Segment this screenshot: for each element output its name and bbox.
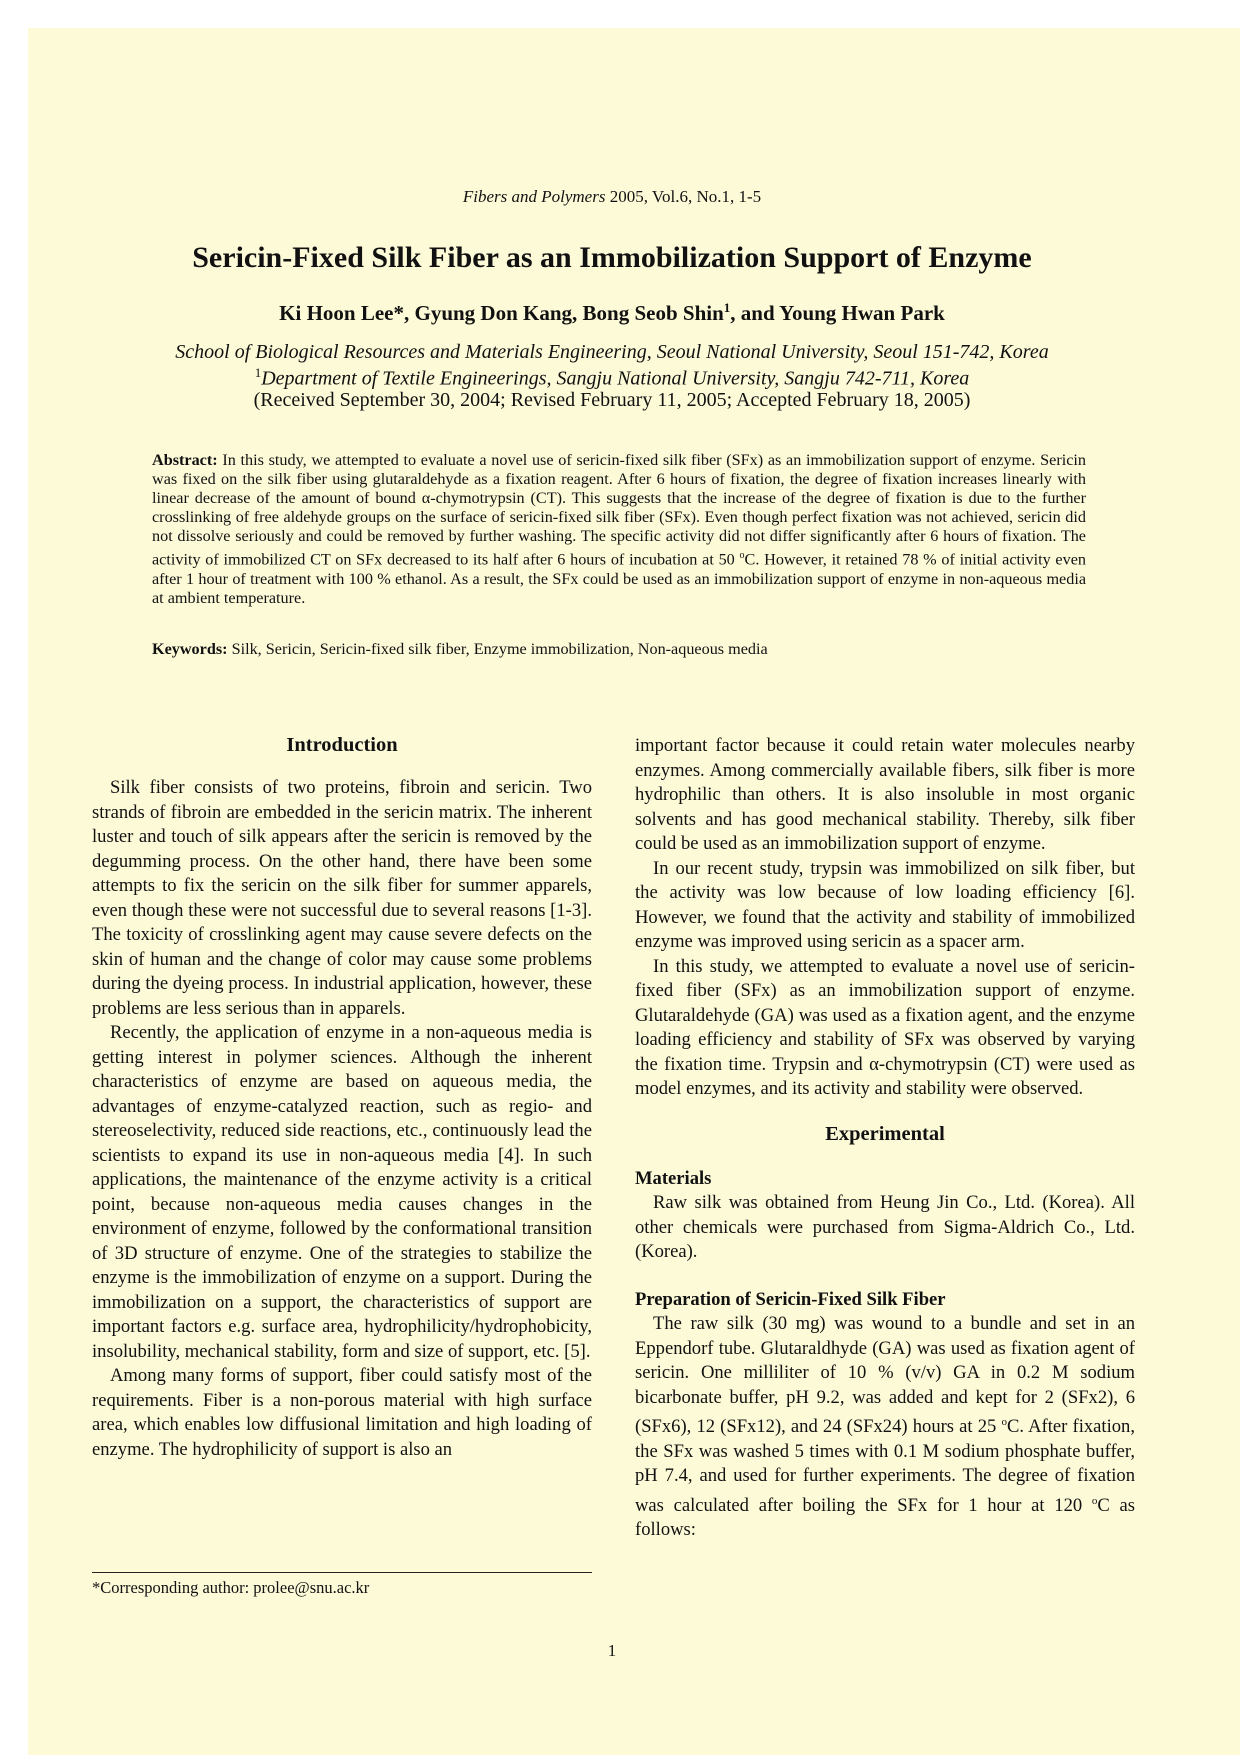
preparation-degree-sign-2: o xyxy=(1091,1494,1098,1507)
journal-citation xyxy=(28,187,1196,207)
intro-paragraph-5: In this study, we attempted to evaluate a novel use of sericin-fixed fiber (SFx) as an immobilization support of enzyme. Glutaraldehyde (GA) was used as a fixation agent, and the enzyme loading efficiency and stability of SFx was observed by varying the fixation time. Trypsin and α-chymotrypsin (CT) were used as model enzymes, and its activity and stability were observed. xyxy=(635,955,1135,1099)
page-number: 1 xyxy=(607,1641,617,1660)
right-column xyxy=(635,734,1135,1543)
intro-paragraph-4: In our recent study, trypsin was immobilized on silk fiber, but the activity was low because of low loading efficiency [6]. However, we found that the activity and stability of immobilized enzyme was improved using sericin as a spacer arm. xyxy=(635,857,1135,952)
intro-paragraph-3: Among many forms of support, fiber could satisfy most of the requirements. Fiber is a non-porous material with high surface area, which enables low diffusional limitation and high loading of enzyme. The hydrophilicity of support is also an xyxy=(92,1365,592,1460)
preparation-degree-sign-1: o xyxy=(1001,1416,1007,1428)
paper-page xyxy=(28,28,1240,1755)
author-names-part2: , and Young Hwan Park xyxy=(730,301,945,325)
keywords xyxy=(152,640,1086,659)
abstract-text-part2: C. However, it retained 78 % of initial activity even after 1 hour of treatment with 100 % ethanol. As a result, the SFx could be used as an immobilization support of enzyme in non-aqueous media at ambient temperature. xyxy=(152,550,1086,608)
paper-title: Sericin-Fixed Silk Fiber as an Immobilization Support of Enzyme xyxy=(192,241,1032,274)
author-list xyxy=(28,300,1196,326)
corresponding-author-footnote: *Corresponding author: prolee@snu.ac.kr xyxy=(92,1578,370,1597)
preparation-text-part2: C. After fixation, the SFx was washed 5 times with 0.1 M sodium phosphate buffer, pH 7.4, and used for further experiments. The degree of fixation was calculated after boiling the SFx for 1 hour at 120 xyxy=(635,1416,1135,1516)
abstract xyxy=(152,451,1086,608)
abstract-degree-sign: o xyxy=(739,550,745,562)
preparation-heading: Preparation of Sericin-Fixed Silk Fiber xyxy=(635,1288,946,1310)
affiliation-secondary-text: Department of Textile Engineerings, Sangju National University, Sangju 742-711, Korea xyxy=(261,367,970,390)
introduction-heading: Introduction xyxy=(286,734,398,756)
materials-heading: Materials xyxy=(635,1167,712,1189)
keywords-text: Silk, Sericin, Sericin-fixed silk fiber, Enzyme immobilization, Non-aqueous media xyxy=(227,640,768,658)
intro-paragraph-1: Silk fiber consists of two proteins, fibroin and sericin. Two strands of fibroin are embedded in the sericin matrix. The inherent luster and touch of silk appears after the sericin is removed by the degumming process. On the other hand, there have been some attempts to fix the sericin on the silk fiber for summer apparels, even though these were not successful due to several reasons [1-3]. The toxicity of crosslinking agent may cause severe defects on the skin of human and the change of color may cause some problems during the dyeing process. In industrial application, however, these problems are less serious than in apparels. xyxy=(92,777,592,1019)
materials-paragraph: Raw silk was obtained from Heung Jin Co., Ltd. (Korea). All other chemicals were purchased from Sigma-Aldrich Co., Ltd. (Korea). xyxy=(635,1192,1135,1262)
keywords-label: Keywords: xyxy=(152,640,228,658)
preparation-paragraph xyxy=(635,1312,1135,1543)
journal-volume-info: 2005, Vol.6, No.1, 1-5 xyxy=(605,187,762,206)
abstract-text-part1: In this study, we attempted to evaluate a novel use of sericin-fixed silk fiber (SFx) as an immobilization support of enzyme. Sericin was fixed on the silk fiber using glutaraldehyde as a fixation reagent. After 6 hours of fixation, the degree of fixation increases linearly with linear decrease of the amount of bound α-chymotrypsin (CT). This suggests that the increase of the degree of fixation is due to the further crosslinking of free aldehyde groups on the surface of sericin-fixed silk fiber (SFx). Even though perfect fixation was not achieved, sericin did not dissolve seriously and could be removed by further washing. The specific activity did not differ significantly after 6 hours of fixation. The activity of immobilized CT on SFx decreased to its half after 6 hours of incubation at 50 xyxy=(152,451,1086,569)
left-column xyxy=(92,733,592,1462)
affiliation-primary: School of Biological Resources and Materials Engineering, Seoul National University, Seoul 151-742, Korea xyxy=(175,341,1049,363)
journal-name: Fibers and Polymers xyxy=(462,187,606,206)
author-affiliation-mark: 1 xyxy=(723,300,731,315)
affiliation-secondary xyxy=(28,365,1196,391)
intro-paragraph-3-continued: important factor because it could retain water molecules nearby enzymes. Among commercially available fibers, silk fiber is more hydrophilic than others. It is also insoluble in most organic solvents and has good mechanical stability. Thereby, silk fiber could be used as an immobilization support of enzyme. xyxy=(635,735,1135,854)
affiliation-mark: 1 xyxy=(254,365,262,380)
abstract-label: Abstract: xyxy=(152,451,218,469)
received-dates: (Received September 30, 2004; Revised February 11, 2005; Accepted February 18, 2005) xyxy=(253,389,971,411)
intro-paragraph-2: Recently, the application of enzyme in a non-aqueous media is getting interest in polymer sciences. Although the inherent characteristics of enzyme are based on aqueous media, the advantages of enzyme-catalyzed reaction, such as regio- and stereoselectivity, reduced side reactions, etc., continuously lead the scientists to expand its use in non-aqueous media [4]. In such applications, the maintenance of the enzyme activity is a critical point, because non-aqueous media causes changes in the environment of enzyme, followed by the conformational transition of 3D structure of enzyme. One of the strategies to stabilize the enzyme is the immobilization of enzyme on a support. During the immobilization on a support, the characteristics of support are important factors e.g. surface area, hydrophilicity/hydrophobicity, insolubility, mechanical stability, form and size of support, etc. [5]. xyxy=(92,1022,592,1362)
preparation-text-part3: C as follows: xyxy=(635,1494,1135,1541)
preparation-text-part1: The raw silk (30 mg) was wound to a bundle and set in an Eppendorf tube. Glutaraldhyde (GA) was used as fixation agent of sericin. One milliliter of 10 % (v/v) GA in 0.2 M sodium bicarbonate buffer, pH 9.2, was added and kept for 2 (SFx2), 6 (SFx6), 12 (SFx12), and 24 (SFx24) hours at 25 xyxy=(635,1313,1135,1438)
experimental-heading: Experimental xyxy=(825,1122,945,1145)
footnote-divider xyxy=(92,1572,592,1573)
author-names-part1: Ki Hoon Lee*, Gyung Don Kang, Bong Seob Shin xyxy=(279,301,724,325)
